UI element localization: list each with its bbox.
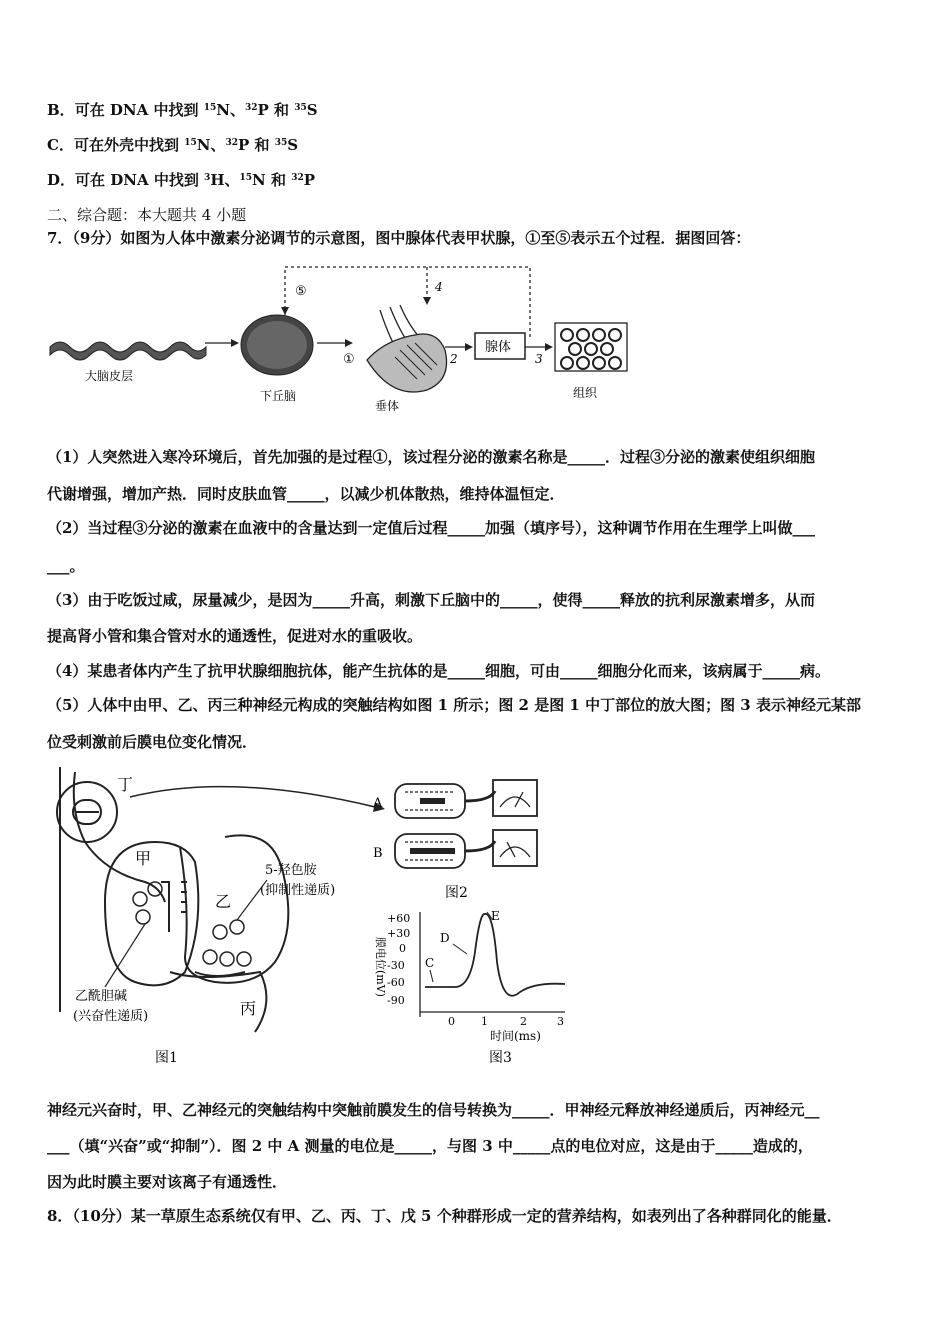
option-c: C．可在外壳中找到 $^{15}$N、$^{32}$P 和 $^{35}$S — [47, 136, 299, 154]
serotonin-note: (抑制性递质) — [260, 883, 336, 898]
meter-a — [493, 780, 537, 816]
synapse-structure-figure — [57, 767, 385, 1066]
y-tick-m90: -90 — [387, 994, 405, 1007]
yi-label: 乙 — [215, 892, 232, 911]
cortex-label: 大脑皮层 — [85, 369, 134, 383]
action-potential-graph — [374, 909, 565, 1066]
figure-3-caption: 图3 — [489, 1050, 512, 1066]
meter-b — [493, 830, 537, 866]
a-label: A — [373, 796, 383, 811]
gland-label: 腺体 — [485, 340, 512, 355]
process-3-label: 3 — [535, 352, 543, 366]
cortex-shape — [50, 342, 206, 360]
point-d-label: D — [440, 931, 450, 945]
q7-part5-line2: 位受刺激前后膜电位变化情况． — [47, 733, 258, 751]
ach-note: (兴奋性递质) — [73, 1009, 149, 1024]
jia-label: 甲 — [135, 849, 152, 868]
question-7-intro: 7．（9分）如图为人体中激素分泌调节的示意图，图中腺体代表甲状腺，①至⑤表示五个过程．据图回答： — [47, 229, 751, 247]
b-label: B — [373, 846, 383, 861]
q7-tail-line3: 因为此时膜主要对该离子有通透性． — [47, 1173, 288, 1191]
process-2-label: 2 — [450, 352, 458, 366]
pituitary-label: 垂体 — [375, 399, 400, 413]
hormone-regulation-diagram — [45, 255, 645, 415]
tissue-label: 组织 — [573, 386, 598, 400]
ach-label: 乙酰胆碱 — [75, 989, 128, 1004]
process-5-label: ⑤ — [295, 284, 307, 299]
y-tick-m60: -60 — [387, 976, 405, 989]
question-8-intro: 8．（10分）某一草原生态系统仅有甲、乙、丙、丁、戊 5 个种群形成一定的营养结构，如表列出了各种群同化的能量． — [47, 1207, 842, 1225]
x-tick-2: 2 — [520, 1015, 527, 1028]
y-tick-30: +30 — [387, 927, 411, 940]
option-b: B．可在 DNA 中找到 $^{15}$N、$^{32}$P 和 $^{35}$S — [47, 101, 318, 119]
q7-part2-line2: ___。 — [47, 557, 85, 575]
y-tick-m30: -30 — [387, 959, 405, 972]
potential-curve — [425, 914, 565, 996]
figure-2-caption: 图2 — [445, 885, 468, 901]
q7-part4: （4）某患者体内产生了抗甲状腺细胞抗体，能产生抗体的是_____细胞，可由_____细胞分化而来，该病属于_____病。 — [47, 662, 830, 680]
serotonin-label: 5-羟色胺 — [265, 863, 317, 878]
q7-part1-line1: （1）人突然进入寒冷环境后，首先加强的是过程①，该过程分泌的激素名称是_____．过程③分泌的激素使组织细胞 — [47, 448, 815, 466]
tissue-shape — [555, 323, 627, 371]
synapse-figures — [45, 762, 575, 1072]
point-e-label: E — [491, 909, 500, 923]
section-heading: 二、综合题：本大题共 4 小题 — [47, 206, 247, 224]
membrane-potential-measure-figure — [372, 780, 537, 901]
process-1-label: ① — [343, 352, 355, 367]
x-tick-3: 3 — [557, 1015, 564, 1028]
bing-label: 丙 — [240, 999, 257, 1018]
y-tick-60: +60 — [387, 912, 411, 925]
point-c-label: C — [425, 956, 435, 970]
y-tick-0: 0 — [399, 942, 406, 955]
q7-tail-line2: ___（填“兴奋”或“抑制”）．图 2 中 A 测量的电位是_____，与图 3 中_____点的电位对应，这是由于_____造成的， — [47, 1137, 813, 1155]
q7-part3-line2: 提高肾小管和集合管对水的通透性，促进对水的重吸收。 — [47, 627, 423, 645]
option-d: D．可在 DNA 中找到 $^3$H、$^{15}$N 和 $^{32}$P — [47, 171, 315, 189]
ding-label: 丁 — [117, 775, 134, 794]
x-tick-0: 0 — [448, 1015, 455, 1028]
q7-part5-line1: （5）人体中由甲、乙、丙三种神经元构成的突触结构如图 1 所示；图 2 是图 1 中丁部位的放大图；图 3 表示神经元某部 — [47, 696, 861, 714]
figure-1-caption: 图1 — [155, 1050, 178, 1066]
feedback-line-5 — [285, 267, 530, 340]
q7-tail-line1: 神经元兴奋时，甲、乙神经元的突触结构中突触前膜发生的信号转换为_____．甲神经元释放神经递质后，丙神经元__ — [47, 1101, 820, 1119]
hypothalamus-label: 下丘脑 — [260, 389, 297, 403]
q7-part1-line2: 代谢增强，增加产热．同时皮肤血管_____，以减少机体散热，维持体温恒定． — [47, 485, 565, 503]
process-4-label: 4 — [435, 280, 443, 294]
x-axis-label: 时间(ms) — [490, 1029, 541, 1043]
x-tick-1: 1 — [481, 1015, 488, 1028]
ding-arrow — [130, 787, 375, 807]
q7-part2-line1: （2）当过程③分泌的激素在血液中的含量达到一定值后过程_____加强（填序号），这种调节作用在生理学上叫做___ — [47, 519, 815, 537]
q7-part3-line1: （3）由于吃饭过咸，尿量减少，是因为_____升高，刺激下丘脑中的_____，使得_____释放的抗利尿激素增多，从而 — [47, 591, 815, 609]
y-axis-label: 膜电位(mV) — [374, 937, 387, 997]
